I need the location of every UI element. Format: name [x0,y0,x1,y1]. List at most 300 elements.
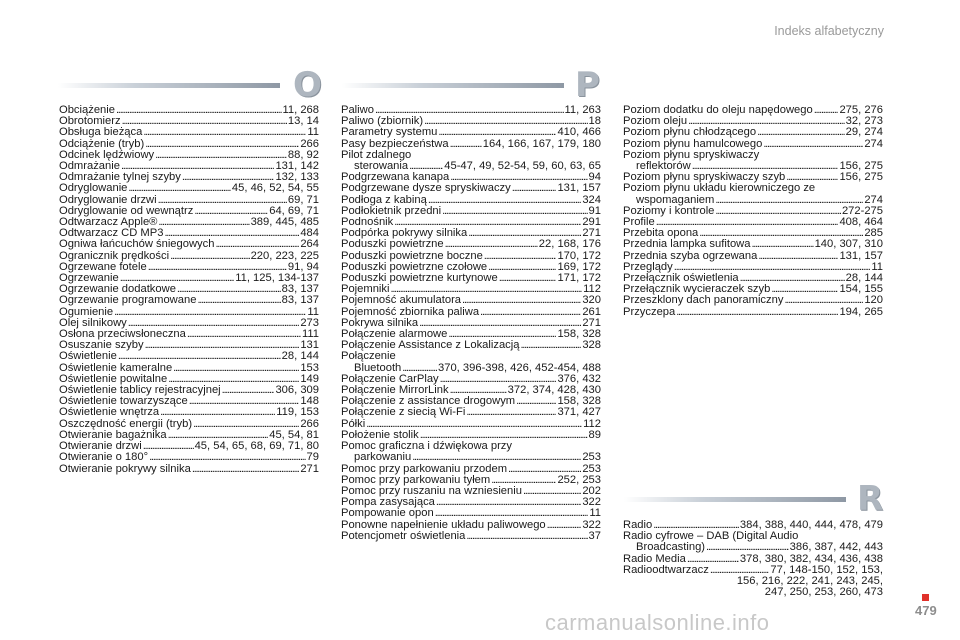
index-entry [341,239,601,250]
index-term: Pomoc przy parkowaniu przodem [341,462,508,475]
dot-leader [173,363,299,374]
index-term: Otwieranie drzwi [59,440,142,453]
index-term: Odtwarzacz CD MP3 [59,227,164,240]
index-term: Poziom dodatku do oleju napędowego [623,104,813,116]
page-refs: 83, 137 [281,283,319,296]
page-refs: 131, 157 [557,182,601,195]
page-refs: 11 [871,260,883,273]
dot-leader [758,251,838,262]
page-refs: 274 [864,193,883,206]
index-entry [623,150,883,172]
index-entry [59,239,319,250]
index-entry-row [59,295,319,306]
index-term: sterowania [354,160,409,173]
dot-leader [445,239,538,250]
index-entry [341,407,601,418]
index-entry [341,441,601,463]
dot-leader [480,307,581,318]
index-term: reflektorów [636,160,691,173]
page-refs: 261 [582,305,601,318]
section-header-o [58,65,326,105]
page-refs: 94 [588,171,601,184]
page-refs: 131, 142 [275,160,319,173]
index-term: Odryglowanie od wewnątrz [59,204,194,217]
page-refs: 273 [300,316,319,329]
page-refs: 91 [588,204,601,217]
page-refs: 370, 396-398, 426, 452-454, 488 [438,361,601,374]
page-refs: 410, 466 [557,126,601,139]
dot-leader [466,407,556,418]
index-column-p-continued [623,105,883,318]
index-term: Poziom płynu spryskiwaczy szyb [623,171,786,184]
dot-leader [784,295,863,306]
page-refs: 202 [582,484,601,497]
page-refs: 371, 427 [557,406,601,419]
page-refs: 271 [582,227,601,240]
page-refs: 45-47, 49, 52-54, 59, 60, 63, 65 [444,160,601,173]
index-entry-row [341,531,601,542]
page-refs: 11, 125, 134-137 [235,272,319,285]
index-term: Paliwo (zbiornik) [341,115,424,128]
dot-leader [155,150,287,161]
page-refs: 83, 137 [281,294,319,307]
index-entry [623,127,883,138]
index-entry-row [341,452,601,463]
page-refs: 252, 253 [557,473,601,486]
page-refs: 13, 14 [287,115,319,128]
dot-leader [763,139,863,150]
page-refs: 156, 275 [839,160,883,173]
dot-leader [676,307,838,318]
index-entry [623,183,883,205]
index-entry-row [59,127,319,138]
page-refs: 148 [300,395,319,408]
section-rule [58,83,280,88]
section-header-p [342,65,610,105]
index-term: Przednia lampka sufitowa [623,238,751,251]
index-term: Półki [341,417,366,430]
section-rule [342,83,564,88]
dot-leader [197,295,280,306]
index-entry [341,127,601,138]
index-term: Odryglowanie drzwi [59,193,157,206]
index-term: Odmrażanie tylnej szyby [59,171,181,184]
dot-leader [466,531,587,542]
index-entry [341,531,601,542]
index-term: Odryglowanie [59,182,128,195]
dot-leader [145,139,299,150]
page-number: 479 [915,603,937,618]
page-refs: 169, 172 [557,260,601,273]
index-term: Parametry systemu [341,126,438,139]
dot-leader [706,542,789,553]
section-rule [624,497,846,502]
index-term: Podłoga z kabiną [341,193,427,206]
index-term: Odciążenie (tryb) [59,137,145,150]
index-entry [623,565,883,599]
index-term: Odmrażanie [59,160,120,173]
watermark: carmanualsonline.info [545,610,770,635]
index-entry-row [59,239,319,250]
dot-leader [814,105,839,116]
index-entry [341,508,601,519]
dot-leader [170,251,250,262]
page-refs: 372, 374, 428, 430 [507,384,601,397]
index-term: Przeglądy [623,260,673,273]
index-entry-row [341,295,601,306]
index-entry-row [59,407,319,418]
index-term: Poziom oleju [623,115,688,128]
index-entry-row [59,452,319,463]
dot-leader [435,508,589,519]
dot-leader [116,105,282,116]
index-term: Odtwarzacz Apple® [59,216,158,229]
index-entry-row [341,508,601,519]
page-header-title: Indeks alfabetyczny [774,24,884,38]
index-entry [59,127,319,138]
index-entry-row [341,407,601,418]
page-refs: 11 [307,305,319,318]
page-refs: 266 [300,137,319,150]
index-term: Poziomy i kontrole [623,204,715,217]
index-entry-row [623,307,883,318]
index-term: Radio Media [623,552,686,565]
page-refs-continued: 247, 250, 253, 260, 473 [764,586,883,599]
page-refs: 88, 92 [287,148,319,161]
page-refs: 119, 153 [276,406,319,419]
dot-leader [488,262,556,273]
page-refs: 322 [582,496,601,509]
dot-leader [499,273,557,284]
page-refs: 156, 275 [839,171,883,184]
index-term: Oświetlenie towarzyszące [59,395,188,408]
section-letter-p: P [575,65,600,105]
index-term: Poduszki powietrzne boczne [341,249,483,262]
page-refs: 77, 148-150, 152, 153, [770,563,883,576]
dot-leader [215,239,299,250]
page-refs: 112 [583,417,601,430]
page-refs: 28, 144 [845,272,883,285]
page-refs: 264 [300,238,319,251]
page-refs: 64, 69, 71 [269,204,319,217]
page-refs: 11 [307,126,319,139]
index-term: Połączenie CarPlay [341,372,439,385]
page-refs: 484 [300,227,319,240]
index-term: Obciążenie [59,104,115,116]
index-term: Ogrzewane fotele [59,260,147,273]
index-entry-row [623,542,883,553]
index-term-line: Połączenie [341,350,396,363]
index-term: Ponowne napełnienie układu paliwowego [341,518,546,531]
page-refs: 171, 172 [557,272,601,285]
index-column-r [623,520,883,598]
index-column-p [341,105,601,542]
section-letter-o: O [293,65,322,105]
page-refs: 45, 46, 52, 54, 55 [231,182,319,195]
index-entry [59,295,319,306]
index-term: Poduszki powietrzne czołowe [341,260,488,273]
index-term: parkowaniu [354,451,412,464]
index-column-o [59,105,319,475]
index-term: Pasy bezpieczeństwa [341,137,449,150]
dot-leader [122,116,287,127]
index-entry [59,351,319,362]
dot-leader [192,464,300,475]
dot-leader [158,217,249,228]
index-term-line: Pilot zdalnego [341,148,412,161]
index-term: Pompa zasysająca [341,496,435,509]
index-term: Osuszanie szyby [59,339,144,352]
index-term: Obsługa bieżąca [59,126,143,139]
page-refs: 28, 144 [281,350,319,363]
index-term: Pomoc przy ruszaniu na wzniesieniu [341,484,522,497]
index-term: Oświetlenie kameralne [59,361,173,374]
page-refs: 154, 155 [839,283,883,296]
index-term: Przełącznik wycieraczek szyb [623,283,771,296]
index-entry [623,307,883,318]
index-term: Profile [623,216,655,229]
index-term: Otwieranie pokrywy silnika [59,462,191,475]
page-refs: 389, 445, 485 [250,216,319,229]
index-entry [341,150,601,172]
index-term: Połączenie alarmowe [341,328,448,341]
index-term: Ogumienie [59,305,114,318]
index-term: Potencjometr oświetlenia [341,529,466,542]
page-refs: 120 [864,294,883,307]
index-term: Pojemność akumulatora [341,294,462,307]
index-term: Podłokietnik przedni [341,204,442,217]
page-refs: 89 [588,428,601,441]
index-term: Połączenie z siecią Wi-Fi [341,406,466,419]
index-term: Połączenie MirrorLink [341,384,449,397]
page-refs: 324 [582,193,601,206]
page-refs: 220, 223, 225 [250,249,319,262]
page-refs: 11, 263 [564,104,601,116]
index-entry [59,464,319,475]
index-term: Osłona przeciwsłoneczna [59,328,186,341]
dot-leader [523,486,581,497]
dot-leader [484,251,557,262]
index-term: Pojemniki [341,283,390,296]
page-refs-continued: 156, 216, 222, 241, 243, 245, [736,575,883,588]
index-entry [341,183,601,194]
index-term: Połączenie Assistance z Lokalizacją [341,339,520,352]
dot-leader [118,351,281,362]
index-term: Przednia szyba ogrzewana [623,249,758,262]
index-entry-row [59,351,319,362]
index-term: Radioodtwarzacz [623,563,709,576]
index-term: Bluetooth [354,361,402,374]
index-term: Położenie stolik [341,428,419,441]
index-term: Ogniwa łańcuchów śniegowych [59,238,215,251]
dot-leader [187,329,301,340]
index-term: Pompowanie opon [341,507,434,520]
index-term: Oświetlenie powitalne [59,372,168,385]
page-refs: 253 [582,451,601,464]
page-refs: 194, 265 [839,305,883,318]
page-refs: 322 [582,518,601,531]
index-term: Pojemność zbiornika paliwa [341,305,480,318]
page-refs: 320 [582,294,601,307]
index-term: Obrotomierz [59,115,121,128]
section-header-r [624,479,886,519]
dot-leader [143,127,306,138]
index-term: Podgrzewana kanapa [341,171,450,184]
page-refs: 170, 172 [557,249,601,262]
page-refs: 275, 276 [839,104,883,116]
page-refs: 11, 268 [282,104,319,116]
index-entry-row [623,127,883,138]
page-refs: 158, 328 [557,328,601,341]
index-term: Przełącznik oświetlenia [623,272,739,285]
index-entry-row [341,239,601,250]
dot-leader [547,520,582,531]
dot-leader [145,340,300,351]
index-entry [59,407,319,418]
dot-leader [114,307,306,318]
page-refs: 22, 168, 176 [538,238,601,251]
index-term-line: Poziom płynu układu kierowniczego ze [623,182,816,195]
index-entry-row [623,295,883,306]
page-refs: 253 [582,462,601,475]
page-refs: 408, 464 [839,216,883,229]
page-refs: 285 [864,227,883,240]
index-term: Ogranicznik prędkości [59,249,170,262]
index-term: Poduszki powietrzne kurtynowe [341,272,498,285]
page-refs: 45, 54, 81 [269,428,319,441]
index-term: Połączenie z assistance drogowym [341,395,516,408]
page-refs: 131, 157 [839,249,883,262]
index-term: Otwieranie o 180° [59,451,149,464]
dot-leader [462,295,581,306]
index-term: Przyczepa [623,305,676,318]
section-letter-r: R [857,479,884,519]
dot-leader [438,127,556,138]
index-term: Poziom płynu chłodzącego [623,126,757,139]
page-refs: 153 [300,361,319,374]
page-refs: 45, 54, 65, 68, 69, 71, 80 [194,440,319,453]
page-refs: 266 [300,417,319,430]
index-term: Przeszklony dach panoramiczny [623,294,784,307]
page-refs: 272-275 [841,204,883,217]
page-refs: 384, 388, 440, 444, 478, 479 [739,519,883,531]
page-refs: 18 [588,115,601,128]
index-term: Oświetlenie tablicy rejestracyjnej [59,384,221,397]
page-refs: 386, 387, 442, 443 [789,541,883,554]
dot-leader [143,441,194,452]
index-term: Odcinek lędźwiowy [59,148,155,161]
index-term: Broadcasting) [636,541,706,554]
index-term: Olej silnikowy [59,316,127,329]
index-term: Oświetlenie wnętrza [59,406,160,419]
index-entry-row [341,127,601,138]
index-term: Poduszki powietrzne [341,238,444,251]
dot-leader [757,127,845,138]
index-entry [341,295,601,306]
page-refs: 378, 380, 382, 434, 436, 438 [739,552,883,565]
page-refs: 271 [300,462,319,475]
page-refs: 11 [589,507,601,520]
index-term: Paliwo [341,104,374,116]
index-term: Ogrzewanie [59,272,119,285]
dot-leader [516,396,556,407]
page-refs: 140, 307, 310 [814,238,883,251]
page-refs: 158, 328 [557,395,601,408]
dot-leader [149,452,305,463]
page-refs: 29, 274 [845,126,883,139]
dot-leader [520,340,581,351]
dot-leader [436,497,581,508]
dot-leader [751,239,813,250]
index-term: Poziom płynu hamulcowego [623,137,763,150]
dot-leader [442,206,587,217]
page-refs: 32, 273 [845,115,883,128]
index-entry-row [59,183,319,194]
dot-leader [128,183,231,194]
dot-leader [450,139,482,150]
index-term: Ogrzewanie programowane [59,294,197,307]
index-term-line: Poziom płynu spryskiwaczy [623,148,760,161]
page-refs: 328 [582,339,601,352]
dot-leader [160,407,275,418]
index-entry-row [623,239,883,250]
page-refs: 37 [588,529,601,542]
page-refs: 79 [306,451,319,464]
index-entry-row [341,183,601,194]
index-entry [623,295,883,306]
page-refs: 164, 166, 167, 179, 180 [482,137,601,150]
index-entry-row [59,464,319,475]
page-refs: 91, 94 [287,260,319,273]
page-refs: 131 [300,339,319,352]
page-refs: 306, 309 [275,384,319,397]
page-refs: 274 [864,137,883,150]
index-term: Otwieranie bagażnika [59,428,167,441]
index-term: Podgrzewane dysze spryskiwaczy [341,182,511,195]
page-refs: 376, 432 [557,372,601,385]
dot-leader [222,385,275,396]
index-term: Podpórka pokrywy silnika [341,227,468,240]
index-term: Radio [623,519,653,531]
dot-leader [512,183,557,194]
dot-leader [715,206,841,217]
index-term-line: Radio cyfrowe – DAB (Digital Audio [623,530,799,543]
index-entry [59,183,319,194]
index-term-line: Pomoc graficzna i dźwiękowa przy [341,440,512,453]
page-marker [922,594,929,601]
index-term: Pokrywa silnika [341,316,419,329]
index-entry [623,239,883,250]
index-term: Ogrzewanie dodatkowe [59,283,176,296]
index-term: Przebita opona [623,227,699,240]
page-refs: 271 [582,316,601,329]
page-refs: 149 [300,372,319,385]
index-term: Podnośnik [341,216,394,229]
index-entry [59,452,319,463]
index-term: wspomaganiem [636,193,715,206]
page-refs: 112 [583,283,601,296]
dot-leader [412,452,581,463]
index-entry [341,351,601,373]
page-refs: 69, 71 [287,193,319,206]
dot-leader [428,195,581,206]
page-refs: 291 [582,216,601,229]
index-term: Pomoc przy parkowaniu tyłem [341,473,491,486]
index-term: Oszczędność energii (tryb) [59,417,193,430]
index-term: Oświetlenie [59,350,117,363]
index-entry [623,531,883,553]
page-refs: 111 [301,328,319,341]
